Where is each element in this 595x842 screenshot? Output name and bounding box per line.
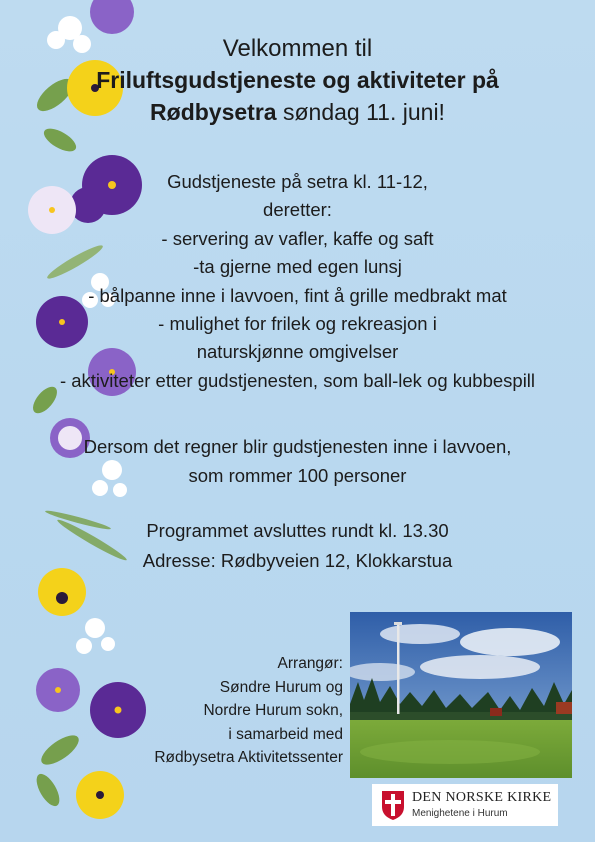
organizer-line: i samarbeid med — [228, 725, 343, 743]
program-line: - aktiviteter etter gudstjenesten, som ball-lek og kubbespill — [59, 369, 536, 391]
program-line: -ta gjerne med egen lunsj — [193, 256, 402, 278]
welcome-text: Velkommen til — [222, 35, 373, 62]
closing-section — [0, 516, 595, 576]
organizer-line: Søndre Hurum og — [219, 678, 343, 696]
program-line: - bålpanne inne i lavvoen, fint å grille medbrakt mat — [88, 284, 507, 306]
organizer-block — [154, 652, 343, 770]
event-location: Rødbysetra — [150, 99, 277, 125]
organizer-line: Rødbysetra Aktivitetssenter — [154, 749, 343, 767]
address: Adresse: Rødbyveien 12, Klokkarstua — [142, 550, 453, 571]
event-date: søndag 11. juni! — [276, 99, 445, 125]
church-logo — [372, 784, 558, 826]
end-time: Programmet avsluttes rundt kl. 13.30 — [146, 520, 449, 541]
organizer-line: Nordre Hurum sokn, — [203, 702, 343, 720]
header — [0, 34, 595, 128]
church-name: DEN NORSKE KIRKE — [412, 790, 552, 805]
organizer-line: Arrangør: — [277, 655, 343, 672]
rain-line: som rommer 100 personer — [188, 465, 407, 486]
church-subtitle: Menighetene i Hurum — [412, 808, 508, 819]
rain-line: Dersom det regner blir gudstjenesten inne i lavvoen, — [83, 436, 512, 457]
program-section — [0, 168, 595, 395]
program-line: naturskjønne omgivelser — [196, 341, 399, 363]
rain-notice — [0, 432, 595, 490]
program-line: - mulighet for frilek og rekreasjon i — [158, 313, 437, 335]
venue-photo — [350, 612, 572, 778]
event-title-line-2 — [0, 96, 595, 128]
event-title-line-1: Friluftsgudstjeneste og aktiviteter på — [96, 67, 499, 93]
program-line: deretter: — [263, 199, 332, 221]
program-line: Gudstjeneste på setra kl. 11-12, — [167, 171, 428, 192]
program-line: - servering av vafler, kaffe og saft — [161, 227, 434, 249]
church-cross-shield-icon — [380, 789, 406, 821]
